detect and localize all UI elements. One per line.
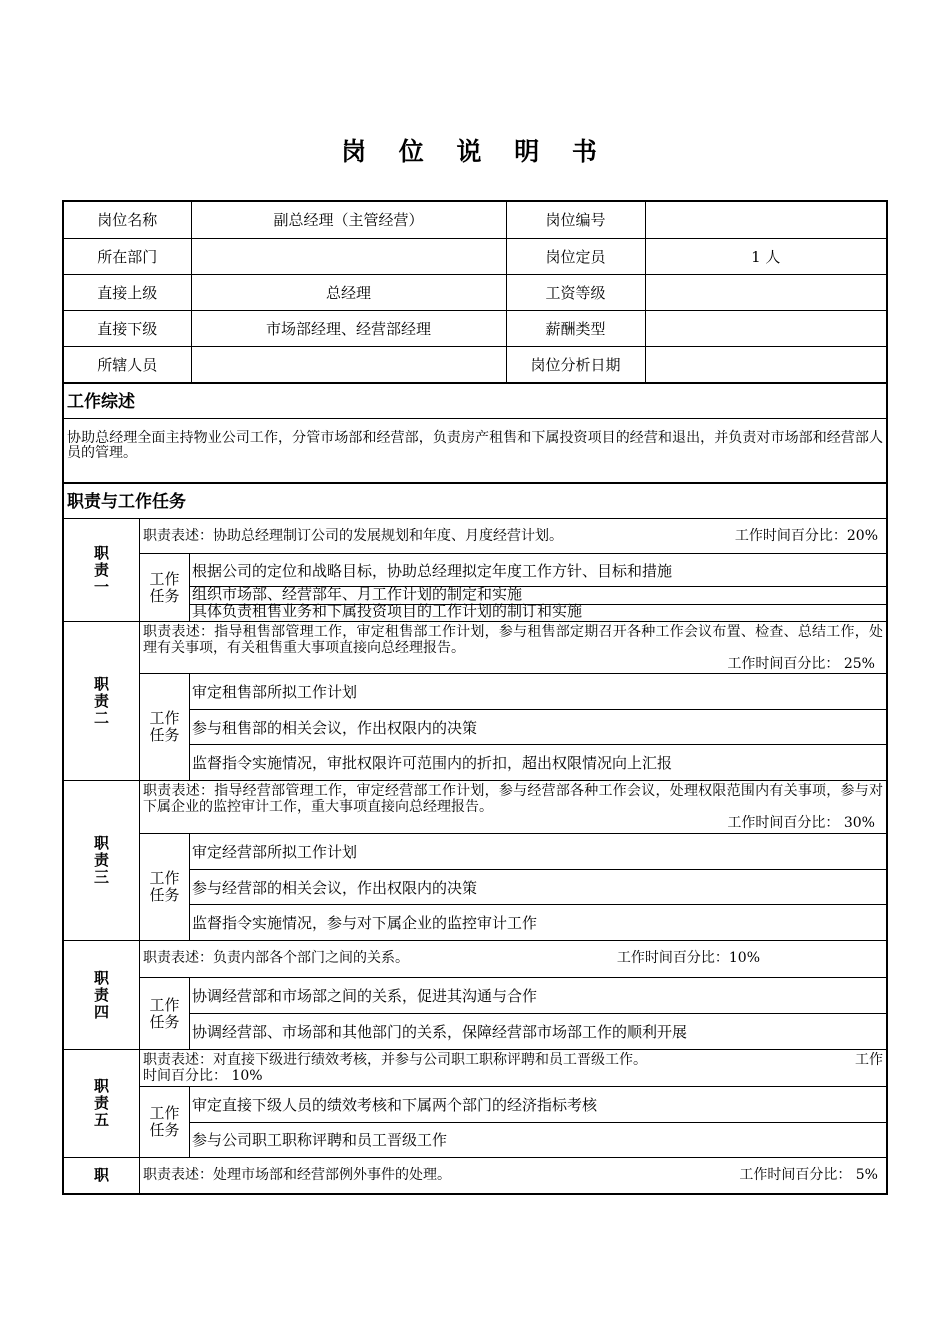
- field-label: 所在部门: [64, 238, 191, 274]
- duty-label: 职责三: [64, 781, 140, 940]
- time-percentage: 工作时间百分比：20%: [734, 528, 878, 544]
- duty-block: [64, 780, 886, 940]
- list-item: 参与经营部的相关会议，作出权限内的决策: [190, 869, 886, 905]
- duty-block: [64, 1049, 886, 1157]
- duty-block: [64, 621, 886, 780]
- list-item: 协调经营部、市场部和其他部门的关系，保障经营部市场部工作的顺利开展: [190, 1013, 886, 1049]
- table-row: [64, 238, 886, 274]
- time-percentage: 工作时间百分比：10%: [616, 950, 760, 966]
- list-item: 审定直接下级人员的绩效考核和下属两个部门的经济指标考核: [192, 1095, 598, 1114]
- task-list: [190, 554, 886, 621]
- field-label: 所辖人员: [64, 346, 191, 382]
- list-item: 组织市场部、经营部年、月工作计划的制定和实施: [190, 586, 886, 604]
- field-label: 岗位名称: [64, 202, 191, 238]
- duty-description: 职责表述：对直接下级进行绩效考核，并参与公司职工职称评聘和员工晋级工作。 工作 时间百分比： 10%: [143, 1052, 883, 1084]
- time-percentage: 工作时间百分比： 25%: [727, 656, 875, 672]
- field-label: 直接下级: [64, 310, 191, 346]
- tasks-label: 工作任务: [140, 674, 190, 780]
- duty-label: 职责一: [64, 519, 140, 621]
- task-list: [190, 978, 886, 1049]
- task-list: [190, 1087, 886, 1157]
- field-value: [645, 310, 886, 346]
- duty-description: 职责表述：协助总经理制订公司的发展规划和年度、月度经营计划。 工作时间百分比：20%: [143, 528, 878, 544]
- field-value: [645, 202, 886, 238]
- time-percentage-head: 工作: [855, 1052, 883, 1068]
- duty-body: [140, 622, 886, 780]
- field-label: 岗位编号: [506, 202, 645, 238]
- tasks-section: [140, 553, 886, 621]
- field-value: 副总经理（主管经营）: [191, 202, 506, 238]
- field-value: 1 人: [645, 238, 886, 274]
- duty-body: [140, 781, 886, 940]
- duty-block: [64, 1157, 886, 1193]
- list-item: 审定租售部所拟工作计划: [192, 682, 358, 701]
- job-description-sheet: [62, 200, 888, 1195]
- tasks-section: [140, 1086, 886, 1157]
- tasks-label: 工作任务: [140, 834, 190, 940]
- field-value: [645, 346, 886, 382]
- tasks-label: 工作任务: [140, 554, 190, 621]
- duty-body: [140, 1050, 886, 1157]
- field-label: 岗位分析日期: [506, 346, 645, 382]
- duties-heading: 职责与工作任务: [64, 482, 886, 518]
- time-percentage: 工作时间百分比： 30%: [727, 815, 875, 831]
- page-title: 岗 位 说 明 书: [341, 137, 609, 166]
- time-percentage-tail: 时间百分比： 10%: [143, 1068, 263, 1084]
- tasks-label: 工作任务: [140, 978, 190, 1049]
- tasks-section: [140, 673, 886, 780]
- tasks-section: [140, 833, 886, 940]
- time-percentage: 工作时间百分比： 5%: [739, 1167, 878, 1183]
- task-list: [190, 834, 886, 940]
- job-info-table: [64, 202, 886, 382]
- table-row: [64, 202, 886, 238]
- field-label: 薪酬类型: [506, 310, 645, 346]
- field-value: 总经理: [191, 274, 506, 310]
- list-item: 监督指令实施情况，参与对下属企业的监控审计工作: [190, 904, 886, 940]
- field-label: 工资等级: [506, 274, 645, 310]
- duty-description: 职责表述：指导经营部管理工作，审定经营部工作计划，参与经营部各种工作会议，处理权限范围内有关事项，参与对下属企业的监控审计工作，重大事项直接向总经理报告。 工作时间百分比： 30%: [143, 783, 883, 831]
- duty-body: [140, 941, 886, 1049]
- list-item: 审定经营部所拟工作计划: [192, 842, 358, 861]
- summary-text: 协助总经理全面主持物业公司工作，分管市场部和经营部，负责房产租售和下属投资项目的经营和退出，并负责对市场部和经营部人员的管理。: [64, 418, 886, 482]
- table-row: [64, 346, 886, 382]
- field-label: 直接上级: [64, 274, 191, 310]
- duty-body: [140, 519, 886, 621]
- field-value: [645, 274, 886, 310]
- list-item: 参与租售部的相关会议，作出权限内的决策: [190, 709, 886, 745]
- list-item: 具体负责租售业务和下属投资项目的工作计划的制订和实施: [190, 604, 886, 621]
- duty-description: 职责表述：负责内部各个部门之间的关系。 工作时间百分比：10%: [143, 950, 760, 966]
- table-row: [64, 310, 886, 346]
- list-item: 监督指令实施情况，审批权限许可范围内的折扣，超出权限情况向上汇报: [190, 744, 886, 780]
- duty-label: 职责五: [64, 1050, 140, 1157]
- summary-heading: 工作综述: [64, 382, 886, 418]
- list-item: 参与公司职工职称评聘和员工晋级工作: [190, 1122, 886, 1158]
- tasks-section: [140, 977, 886, 1049]
- duty-label: 职: [64, 1158, 140, 1193]
- field-value: [191, 346, 506, 382]
- duty-description: 职责表述：指导租售部管理工作，审定租售部工作计划，参与租售部定期召开各种工作会议布置、检查、总结工作，处理有关事项，有关租售重大事项直接向总经理报告。 工作时间百分比： 25%: [143, 624, 883, 672]
- list-item: 根据公司的定位和战略目标，协助总经理拟定年度工作方针、目标和措施: [192, 561, 673, 580]
- field-label: 岗位定员: [506, 238, 645, 274]
- field-value: [191, 238, 506, 274]
- list-item: 协调经营部和市场部之间的关系，促进其沟通与合作: [192, 987, 538, 1005]
- duty-label: 职责二: [64, 622, 140, 780]
- task-list: [190, 674, 886, 780]
- field-value: 市场部经理、经营部经理: [191, 310, 506, 346]
- duty-block: [64, 518, 886, 621]
- table-row: [64, 274, 886, 310]
- duty-body: [140, 1158, 886, 1193]
- duty-description: 职责表述：处理市场部和经营部例外事件的处理。 工作时间百分比： 5%: [143, 1167, 878, 1183]
- duty-block: [64, 940, 886, 1049]
- duty-label: 职责四: [64, 941, 140, 1049]
- tasks-label: 工作任务: [140, 1087, 190, 1157]
